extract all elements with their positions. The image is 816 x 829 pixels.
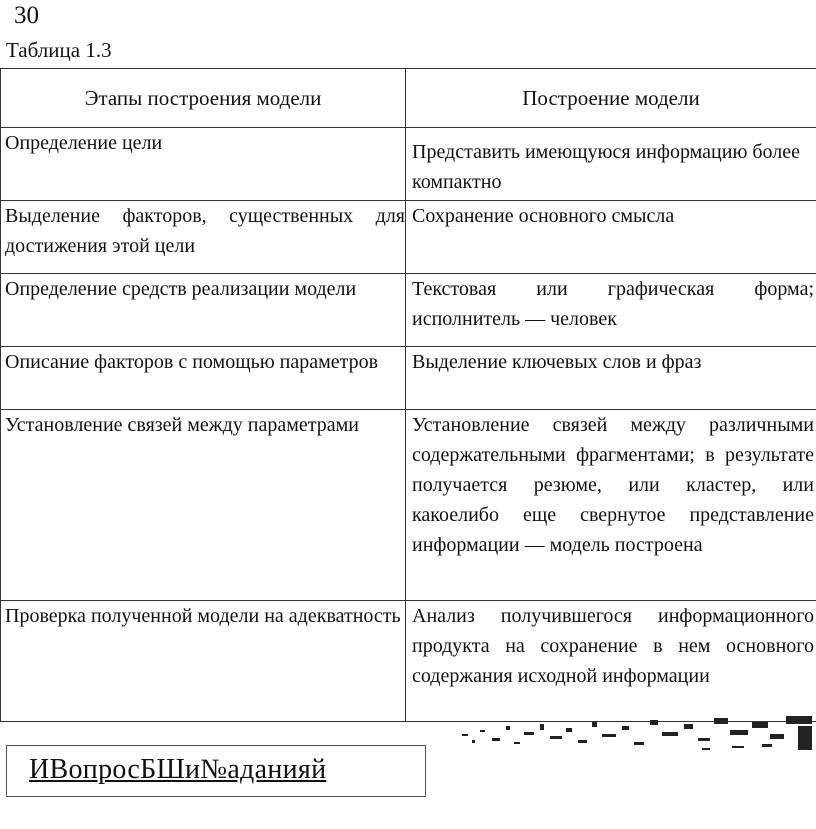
scan-noise-artifact: [462, 714, 816, 754]
model-stages-table: [0, 68, 816, 722]
table-row: [1, 410, 816, 601]
cell-construction: Установление связей между различными содержательными фрагментами; в результате получается резюме, или кластер, или какоелибо еще свернутое представление информации — модель построена: [406, 410, 816, 601]
header-stages: Этапы построения модели: [1, 69, 406, 128]
cell-construction: Текстовая или графическая форма; исполнитель — человек: [406, 274, 816, 347]
cell-stage: Определение цели: [1, 128, 406, 201]
cell-stage: Проверка полученной модели на адекватность: [1, 601, 406, 722]
cell-stage: Определение средств реализации модели: [1, 274, 406, 347]
table-row: [1, 347, 816, 410]
table-row: [1, 128, 816, 201]
header-construction: Построение модели: [406, 69, 816, 128]
table-caption: Таблица 1.3: [6, 38, 112, 62]
cell-stage: Описание факторов с помощью параметров: [1, 347, 406, 410]
footer-text: ИВопросБШи№аданияй: [29, 754, 327, 785]
table-header-row: [1, 69, 816, 128]
cell-construction: Выделение ключевых слов и фраз: [406, 347, 816, 410]
cell-stage: Установление связей между параметрами: [1, 410, 406, 601]
footer-box: [6, 745, 426, 797]
cell-stage: Выделение факторов, существенных для достижения этой цели: [1, 201, 406, 274]
table-row: [1, 201, 816, 274]
cell-construction: Анализ получившегося информационного продукта на сохранение в нем основного содержания исходной информации: [406, 601, 816, 722]
cell-construction: Сохранение основного смысла: [406, 201, 816, 274]
cell-construction: Представить имеющуюся информацию более компактно: [406, 128, 816, 201]
page-number: 30: [14, 2, 39, 29]
table-row: [1, 274, 816, 347]
table-row: [1, 601, 816, 722]
